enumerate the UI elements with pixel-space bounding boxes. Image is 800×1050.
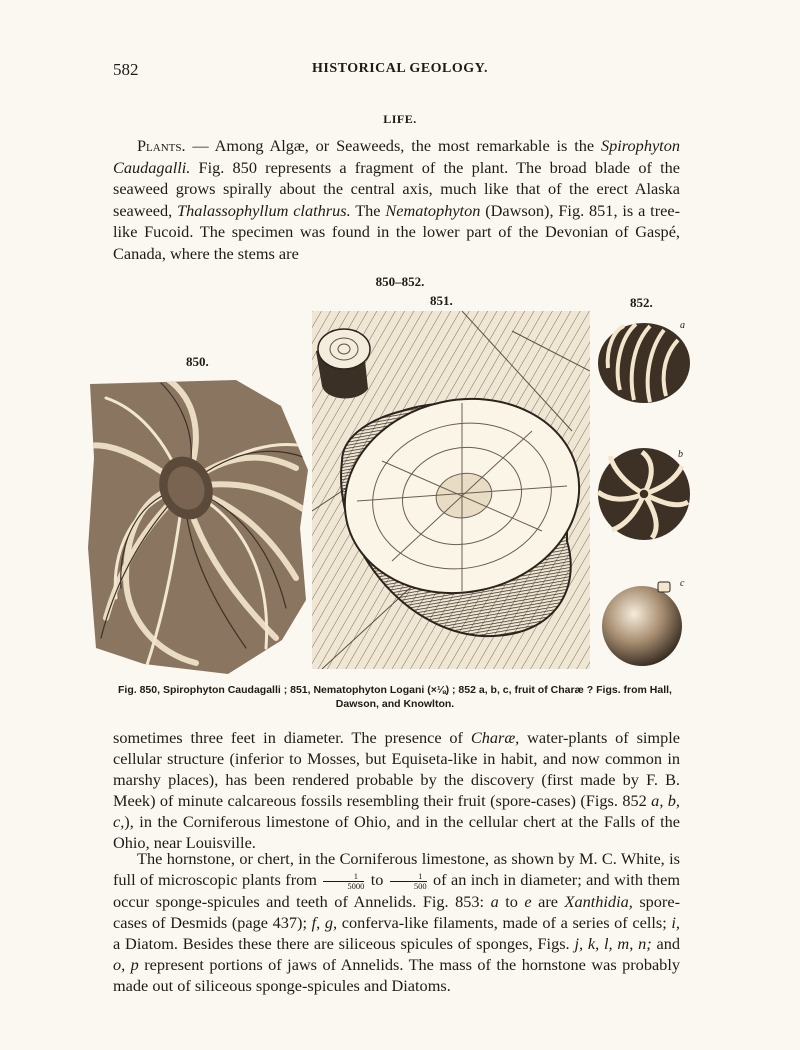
fraction-denominator: 500 [413, 880, 427, 891]
figure-ref: j, k, l, m, n; [574, 933, 652, 953]
fig852a-chara-fruit [594, 318, 694, 408]
taxon-name: Spirophyton Caudagalli. [113, 136, 680, 177]
text-run: water-plants of simple cellular structure (inferior to Mosses, but Equiseta-like in habit, and now common in marshy places), has been rendered probable by the discovery (first made by F. B. Meek) of minute calcareous fossils resembling their fruit (spore-cases) (Figs. 852 [113, 728, 680, 810]
figure-ref: o, p [113, 954, 139, 974]
text-run: spore-cases of Desmids (page 437); [113, 891, 681, 932]
figure-ref: a, b, c, [113, 791, 681, 831]
text-run: ), in the Corniferous limestone of Ohio, and in the cellular chert at the Falls of the Ohio, near Louisville. [113, 812, 680, 852]
fig852-sublabel-a: a [680, 320, 685, 331]
figure-ref: i, [671, 912, 680, 932]
running-head: HISTORICAL GEOLOGY. [311, 61, 488, 76]
figure-ref: a [490, 891, 499, 911]
paragraph-hornstone [113, 848, 680, 996]
fraction-1-5000 [323, 872, 364, 891]
text-run: (Dawson), Fig. 851, is a tree-like Fucoid. The specimen was found in the lower part of the Devonian of Gaspé, Canada, where the stems are [113, 200, 681, 263]
text-run: sometimes three feet in diameter. The presence of [113, 728, 471, 747]
fraction-1-500 [390, 872, 427, 891]
text-run: represent portions of jaws of Annelids. The mass of the hornstone was probably made out of siliceous sponge-spicules and Diatoms. [113, 954, 680, 995]
text-run: conferva-like filaments, made of a series of cells; [337, 912, 672, 932]
fig850-label: 850. [186, 354, 209, 369]
text-run: and [651, 933, 680, 953]
plants-lead: Plants. [137, 136, 186, 155]
text-run: of an inch in diameter; and with them occur sponge-spicules and teeth of Annelids. Fig. 853: [113, 870, 680, 911]
fig852-label: 852. [630, 295, 653, 310]
taxon-name: Nematophyton [385, 200, 481, 220]
text-run: to [366, 870, 388, 889]
text-run: The hornstone, or chert, in the Corniferous limestone, as shown by M. C. White, is full of microscopic plants from [113, 849, 680, 889]
page-number: 582 [113, 60, 139, 79]
figure-group-label: 850–852. [375, 274, 425, 289]
section-title: LIFE. [383, 112, 417, 126]
fig852c-chara-fruit [594, 578, 694, 668]
taxon-name: Thalassophyllum clathrus. [177, 200, 351, 220]
text-run: Fig. 850 represents a fragment of the plant. The broad blade of the seaweed grows spirally about the central axis, much like that of the erect Alaska seaweed, [113, 157, 680, 220]
figure-ref: e [524, 891, 532, 911]
paragraph-plants [113, 135, 680, 264]
fig851-label: 851. [430, 293, 453, 308]
text-run: to [498, 891, 525, 911]
text-run: — Among Algæ, or Seaweeds, the most remarkable is the [185, 136, 601, 155]
fraction-numerator: 1 [390, 872, 427, 882]
fraction-numerator: 1 [323, 872, 364, 882]
figure-ref: f, g, [311, 912, 338, 932]
fraction-denominator: 5000 [347, 880, 365, 891]
fig851-nematophyton-illustration [312, 311, 590, 669]
fig851-small-stem [316, 329, 370, 398]
text-run: The [350, 200, 386, 220]
fig850-spirophyton-illustration [86, 378, 310, 676]
taxon-name: Charæ, [470, 728, 520, 747]
text-run: a Diatom. Besides these there are siliceous spicules of sponges, Figs. [113, 933, 575, 953]
fig852-sublabel-c: c [680, 578, 685, 589]
paragraph-charae [113, 727, 680, 853]
fig852b-chara-fruit [594, 446, 694, 542]
taxon-name: Xanthidia, [564, 891, 633, 911]
figure-caption: Fig. 850, Spirophyton Caudagalli ; 851, Nematophyton Logani (×⅛) ; 852 a, b, c, fruit of Charæ ? Figs. from Hall, Dawson, and Knowlton. [118, 684, 672, 710]
text-run: are [531, 891, 565, 911]
fig852-sublabel-b: b [678, 449, 683, 460]
